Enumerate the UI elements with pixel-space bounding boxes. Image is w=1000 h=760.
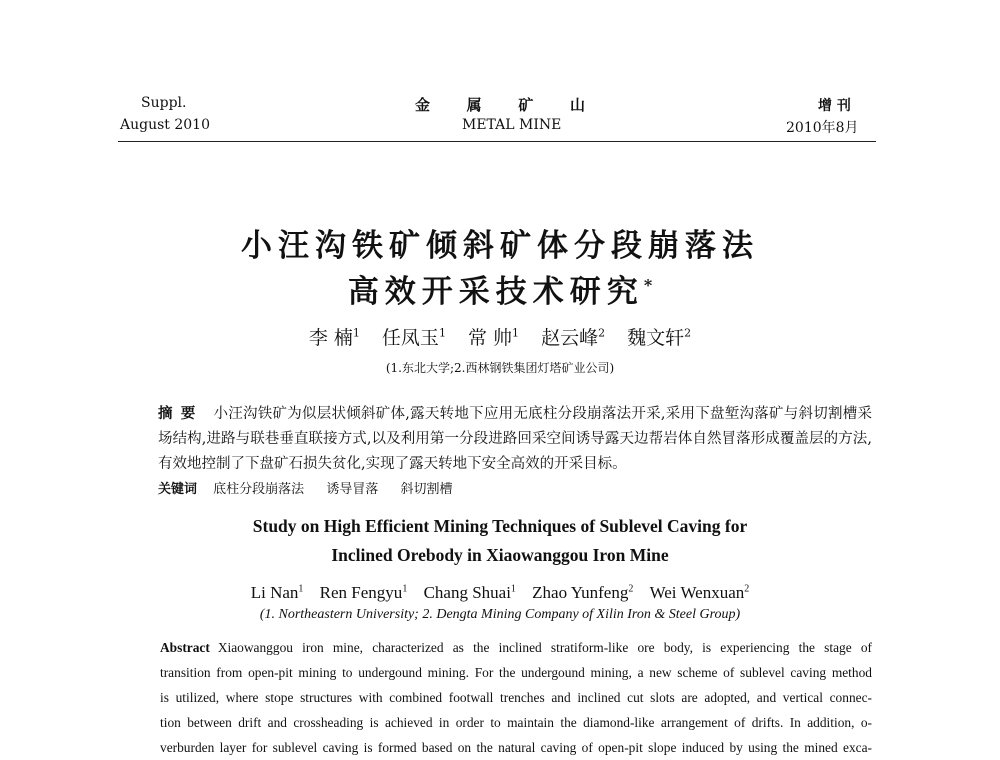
affiliation-cn: (1.东北大学;2.西林钢铁集团灯塔矿业公司) bbox=[385, 361, 615, 375]
author-en-name: Li Nan bbox=[250, 583, 299, 602]
header-journal-cn-char: 山 bbox=[569, 96, 585, 114]
keyword-cn: 底柱分段崩落法 bbox=[213, 482, 305, 497]
author-en-sup: 2 bbox=[744, 583, 750, 595]
header-journal-cn bbox=[415, 94, 585, 115]
header-journal-cn-char: 金 bbox=[415, 96, 431, 114]
abstract-en-label: Abstract bbox=[160, 640, 210, 655]
author-cn bbox=[541, 327, 605, 349]
author-cn bbox=[309, 327, 360, 349]
author-cn-sup: 2 bbox=[684, 326, 692, 340]
author-cn-name: 常 帅 bbox=[467, 327, 513, 349]
author-en-sup: 1 bbox=[298, 583, 304, 595]
author-en-name: Zhao Yunfeng bbox=[532, 583, 629, 602]
abstract-en-line: is utilized, where stope structures with combined footwall trenches and inclined cut slots are adopted, and vertical connec- bbox=[160, 690, 872, 705]
abstract-en-line: transition from open-pit mining to undergound mining. For the undergound mining, a new scheme of sublevel caving method bbox=[160, 665, 872, 680]
abstract-en-line: verburden layer for sublevel caving is formed based on the natural caving of open-pit slope induced by using the mined exca- bbox=[160, 740, 872, 755]
abstract-en-line: tion between drift and crossheading is achieved in order to maintain the diamond-like arrangement of drifts. In addition, o- bbox=[160, 715, 872, 730]
author-en-name: Chang Shuai bbox=[423, 583, 511, 602]
keywords-cn-label: 关键词 bbox=[158, 482, 198, 497]
author-cn-sup: 1 bbox=[352, 326, 360, 340]
author-cn-sup: 1 bbox=[438, 326, 446, 340]
author-en-sup: 2 bbox=[628, 583, 634, 595]
header-rule bbox=[118, 141, 876, 142]
author-en bbox=[650, 583, 750, 602]
author-cn bbox=[627, 327, 691, 349]
author-en-sup: 1 bbox=[402, 583, 408, 595]
author-cn-sup: 2 bbox=[598, 326, 606, 340]
header-journal-en: METAL MINE bbox=[462, 117, 562, 133]
abstract-cn bbox=[158, 401, 872, 477]
header-date-en: August 2010 bbox=[120, 117, 210, 133]
author-cn-sup: 1 bbox=[512, 326, 520, 340]
authors-en bbox=[0, 583, 1000, 603]
header-date-cn: 2010年8月 bbox=[786, 120, 859, 136]
keywords-cn bbox=[158, 478, 470, 497]
author-en bbox=[532, 583, 633, 602]
author-cn bbox=[468, 327, 519, 349]
author-en bbox=[251, 583, 304, 602]
author-en-sup: 1 bbox=[510, 583, 516, 595]
author-cn-name: 魏文轩 bbox=[627, 327, 685, 349]
abstract-en-line bbox=[160, 635, 872, 660]
header-journal-cn-char: 属 bbox=[466, 96, 482, 114]
abstract-en-line-text: Xiaowanggou iron mine, characterized as the inclined stratiform-like ore body, is experiencing the stage of bbox=[217, 640, 872, 655]
title-cn-line2 bbox=[0, 266, 1000, 311]
author-cn bbox=[382, 327, 446, 349]
keyword-cn: 诱导冒落 bbox=[326, 482, 379, 497]
header-journal-cn-char: 矿 bbox=[518, 96, 534, 114]
author-en bbox=[320, 583, 408, 602]
title-cn-line2-text: 高效开采技术研究 bbox=[347, 274, 644, 310]
title-footnote-mark: * bbox=[643, 275, 653, 295]
author-cn-name: 李 楠 bbox=[308, 327, 353, 349]
author-en-name: Wei Wenxuan bbox=[649, 583, 745, 602]
keyword-cn: 斜切割槽 bbox=[400, 482, 453, 497]
affiliation-en: (1. Northeastern University; 2. Dengta Mining Company of Xilin Iron & Steel Group) bbox=[259, 607, 741, 622]
title-cn-line1: 小汪沟铁矿倾斜矿体分段崩落法 bbox=[241, 228, 759, 264]
title-en-line2: Inclined Orebody in Xiaowanggou Iron Mine bbox=[331, 545, 669, 565]
authors-cn bbox=[0, 323, 1000, 350]
header-suppl-cn: 增 刊 bbox=[818, 98, 851, 114]
abstract-cn-text: 小汪沟铁矿为似层状倾斜矿体,露天转地下应用无底柱分段崩落法开采,采用下盘堑沟落矿与斜切割槽采场结构,进路与联巷垂直联接方式,以及利用第一分段进路回采空间诱导露天边帮岩体自然冒落形成覆盖层的方法,有效地控制了下盘矿石损失贫化,实现了露天转地下安全高效的开采目标。 bbox=[158, 406, 873, 472]
author-cn-name: 赵云峰 bbox=[541, 327, 599, 349]
author-cn-name: 任凤玉 bbox=[381, 327, 439, 349]
abstract-cn-label: 摘要 bbox=[158, 405, 204, 422]
abstract-en bbox=[160, 635, 872, 760]
title-en-line1: Study on High Efficient Mining Techniques of Sublevel Caving for bbox=[252, 516, 748, 536]
author-en-name: Ren Fengyu bbox=[319, 583, 403, 602]
author-en bbox=[424, 583, 516, 602]
header-suppl: Suppl. bbox=[141, 95, 187, 111]
